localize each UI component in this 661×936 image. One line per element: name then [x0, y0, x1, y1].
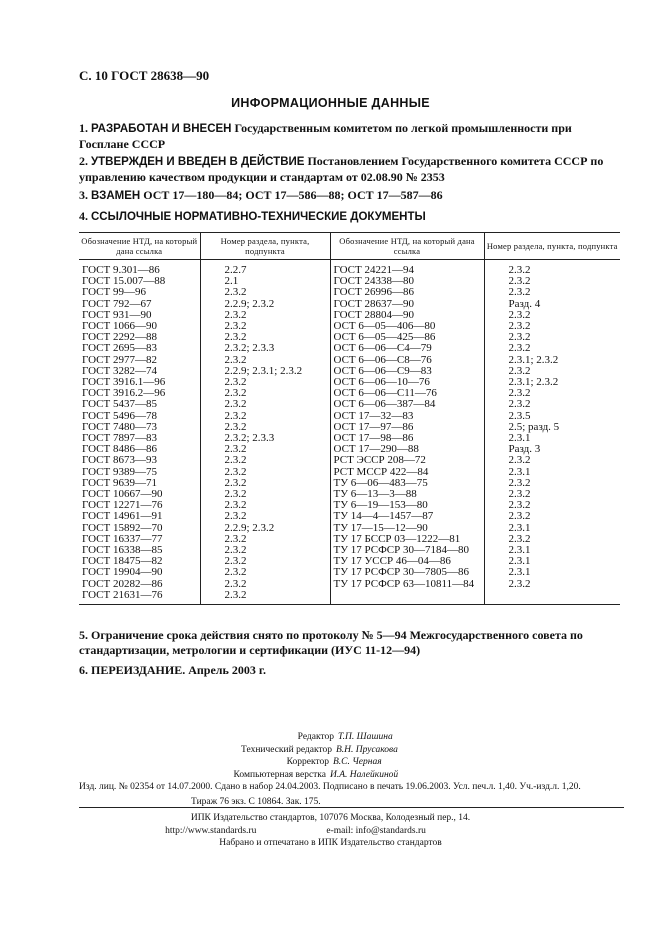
section-number-cell: 2.3.2 [200, 422, 330, 433]
section-number-cell: 2.3.2 [484, 500, 620, 511]
item-number: 4. [79, 209, 88, 223]
ntd-designation-cell: ГОСТ 9639—71 [82, 476, 157, 489]
ntd-designation-cell: ТУ 14—4—1457—87 [330, 511, 484, 522]
section-number-cell: 2.3.2 [200, 579, 330, 590]
page-header: С. 10 ГОСТ 28638—90 [79, 68, 210, 83]
publisher-address: ИПК Издательство стандартов, 107076 Москва, Колодезный пер., 14. [190, 813, 471, 823]
table-row [79, 260, 620, 277]
item-text: Ограничение срока действия снято по протоколу № 5—94 Межгосударственного совета по стандартизации, метрологии и сертификации (ИУС 11-12—94) [79, 628, 583, 657]
table-row [79, 567, 620, 578]
ntd-designation-cell: РСТ МССР 422—84 [330, 467, 484, 478]
credit-row [0, 731, 661, 744]
section-number-cell: 2.3.2; 2.3.3 [200, 343, 330, 354]
ntd-designation-cell: ГОСТ 28637—90 [330, 299, 484, 310]
ntd-designation-cell: ГОСТ 792—67 [82, 297, 152, 310]
ntd-designation-cell: ГОСТ 1066—90 [82, 320, 157, 333]
section-number-cell: 2.2.9; 2.3.2 [200, 299, 330, 310]
info-item-4 [79, 209, 619, 225]
ntd-designation-cell: ТУ 17 РСФСР 30—7184—80 [330, 545, 484, 556]
table-body [79, 260, 620, 605]
ntd-designation-cell: ГОСТ 2292—88 [82, 331, 157, 344]
ntd-designation-cell: ГОСТ 15.007—88 [82, 275, 166, 288]
ntd-designation-cell: ГОСТ 99—96 [82, 286, 146, 299]
section-number-cell: 2.3.1 [484, 567, 620, 578]
section-number-cell: 2.3.2 [200, 411, 330, 422]
section-number-cell: 2.3.2 [200, 511, 330, 522]
publisher-block [0, 812, 661, 850]
section-number-cell: 2.3.2 [200, 489, 330, 500]
section-number-cell: 2.2.7 [200, 260, 330, 277]
ntd-designation-cell: ГОСТ 931—90 [82, 308, 152, 321]
ntd-designation-cell: ГОСТ 5496—78 [82, 409, 157, 422]
ntd-designation-cell: ГОСТ 10667—90 [82, 488, 163, 501]
ntd-designation-cell: ОСТ 6—06—С9—83 [330, 366, 484, 377]
ntd-designation-cell: ГОСТ 28804—90 [330, 310, 484, 321]
ntd-designation-cell: ОСТ 6—06—10—76 [330, 377, 484, 388]
item-text: ПЕРЕИЗДАНИЕ. Апрель 2003 г. [91, 663, 266, 677]
imprint-line: Изд. лиц. № 02354 от 14.07.2000. Сдано в набор 24.04.2003. Подписано в печать 19.06.2003. Усл. печ.л. 1,40. Уч.-изд.л. 1,20. [79, 782, 581, 792]
section-number-cell: 2.3.2 [200, 534, 330, 545]
section-number-cell: 2.3.1; 2.3.2 [484, 355, 620, 366]
ntd-designation-cell: ОСТ 17—97—86 [330, 422, 484, 433]
item-text: Государственным комитетом по легкой промышленности при Госплане СССР [79, 121, 572, 151]
imprint-line: Тираж 76 экз. С 10864. Зак. 175. [191, 797, 321, 807]
item-text: Постановлением Государственного комитета СССР по управлению качеством продукции и стандартам от 02.08.90 № 2353 [79, 154, 604, 184]
ntd-designation-cell: ОСТ 6—06—С11—76 [330, 388, 484, 399]
ntd-designation-cell: ГОСТ 3916.2—96 [82, 387, 166, 400]
ntd-designation-cell: ГОСТ 12271—76 [82, 499, 163, 512]
section-number-cell: 2.3.2 [200, 388, 330, 399]
info-item-2 [79, 154, 619, 184]
section-number-cell: 2.3.1 [484, 467, 620, 478]
table-row [79, 455, 620, 466]
section-number-cell: 2.3.2 [484, 511, 620, 522]
section-number-cell: 2.3.2 [484, 332, 620, 343]
ntd-designation-cell: ТУ 17 РСФСР 30—7805—86 [330, 567, 484, 578]
column-header: Обозначение НТД, на который дана ссылка [330, 233, 484, 260]
info-item-3 [79, 188, 619, 204]
credit-name: В.Н. Прусакова [336, 744, 398, 755]
ntd-designation-cell: ГОСТ 20282—86 [82, 577, 163, 590]
ntd-designation-cell: ГОСТ 14961—91 [82, 510, 163, 523]
section-number-cell: 2.3.2 [484, 399, 620, 410]
credit-label: Технический редактор [241, 744, 332, 755]
references-table [79, 232, 620, 605]
ntd-designation-cell: ГОСТ 24221—94 [330, 260, 484, 277]
ntd-designation-cell: ОСТ 17—98—86 [330, 433, 484, 444]
section-number-cell: 2.3.2; 2.3.3 [200, 433, 330, 444]
item-heading: ВЗАМЕН [91, 190, 141, 202]
column-header: Обозначение НТД, на который дана ссылка [79, 233, 200, 260]
ntd-designation-cell: РСТ ЭССР 208—72 [330, 455, 484, 466]
ntd-designation-cell: ТУ 17 УССР 46—04—86 [330, 556, 484, 567]
ntd-designation-cell: ГОСТ 9389—75 [82, 465, 157, 478]
ntd-designation-cell: ТУ 17 РСФСР 63—10811—84 [330, 579, 484, 590]
section-number-cell: 2.3.1; 2.3.2 [484, 377, 620, 388]
ntd-designation-cell: ГОСТ 18475—82 [82, 555, 163, 568]
publisher-url[interactable]: http://www.standards.ru [165, 825, 257, 836]
table-row [79, 590, 620, 605]
credit-label: Компьютерная верстка [233, 769, 326, 780]
ntd-designation-cell: ГОСТ 9.301—86 [82, 264, 160, 276]
section-number-cell: 2.3.2 [484, 366, 620, 377]
credit-name: Т.П. Шашина [338, 732, 393, 742]
ntd-designation-cell: ГОСТ 2695—83 [82, 342, 157, 355]
ntd-designation-cell: ГОСТ 26996—86 [330, 287, 484, 298]
credit-label: Корректор [286, 757, 329, 767]
section-number-cell: 2.3.2 [484, 579, 620, 590]
ntd-designation-cell: ОСТ 6—06—С8—76 [330, 355, 484, 366]
publisher-printer: Набрано и отпечатано в ИПК Издательство стандартов [219, 838, 442, 848]
ntd-designation-cell [330, 590, 484, 605]
section-number-cell: 2.1 [200, 276, 330, 287]
section-number-cell: 2.2.9; 2.3.2 [200, 523, 330, 534]
section-number-cell: 2.3.2 [484, 287, 620, 298]
section-number-cell: 2.3.2 [200, 455, 330, 466]
section-number-cell: 2.3.2 [200, 444, 330, 455]
ntd-designation-cell: ТУ 17—15—12—90 [330, 523, 484, 534]
imprint-block [79, 780, 624, 810]
section-number-cell: 2.3.2 [484, 343, 620, 354]
section-number-cell: 2.3.2 [484, 388, 620, 399]
section-number-cell: 2.3.1 [484, 556, 620, 567]
ntd-designation-cell: ОСТ 6—05—406—80 [330, 321, 484, 332]
section-number-cell: 2.2.9; 2.3.1; 2.3.2 [200, 366, 330, 377]
item-heading: УТВЕРЖДЕН И ВВЕДЕН В ДЕЙСТВИЕ [91, 156, 305, 168]
item-text: ОСТ 17—180—84; ОСТ 17—586—88; ОСТ 17—587—86 [143, 188, 443, 202]
ntd-designation-cell: ГОСТ 8486—86 [82, 443, 157, 456]
ntd-designation-cell: ОСТ 17—290—88 [330, 444, 484, 455]
ntd-designation-cell: ГОСТ 24338—80 [330, 276, 484, 287]
item-number: 3. [79, 188, 88, 202]
ntd-designation-cell: ГОСТ 7897—83 [82, 432, 157, 445]
info-item-6 [79, 663, 619, 678]
item-number: 2. [79, 154, 88, 168]
table-row [79, 287, 620, 298]
column-header: Номер раздела, пункта, подпункта [200, 233, 330, 260]
section-number-cell: 2.3.2 [484, 534, 620, 545]
section-number-cell: 2.3.2 [200, 478, 330, 489]
item-number: 6. [79, 663, 88, 677]
ntd-designation-cell: ГОСТ 21631—76 [79, 590, 200, 605]
section-number-cell: 2.3.2 [200, 355, 330, 366]
section-title: ИНФОРМАЦИОННЫЕ ДАННЫЕ [231, 96, 430, 110]
table-row [79, 343, 620, 354]
ntd-designation-cell: ТУ 17 БССР 03—1222—81 [330, 534, 484, 545]
ntd-designation-cell: ГОСТ 16338—85 [82, 544, 163, 557]
column-header: Номер раздела, пункта, подпункта [484, 233, 620, 260]
section-number-cell: 2.3.2 [200, 590, 330, 605]
item-number: 1. [79, 121, 88, 135]
section-number-cell: 2.3.2 [484, 321, 620, 332]
item-number: 5. [79, 628, 88, 642]
item-heading: ССЫЛОЧНЫЕ НОРМАТИВНО-ТЕХНИЧЕСКИЕ ДОКУМЕНТЫ [91, 211, 426, 223]
credit-name: В.С. Черная [333, 757, 382, 767]
ntd-designation-cell: ГОСТ 3282—74 [82, 364, 157, 377]
section-number-cell: 2.3.2 [484, 489, 620, 500]
section-number-cell: 2.3.2 [200, 310, 330, 321]
table-row [79, 511, 620, 522]
item-heading: РАЗРАБОТАН И ВНЕСЕН [91, 123, 232, 135]
credit-name: И.А. Налейкиной [330, 769, 399, 780]
ntd-designation-cell: ТУ 6—13—3—88 [330, 489, 484, 500]
section-number-cell: 2.3.2 [200, 467, 330, 478]
table-row [79, 399, 620, 410]
section-number-cell: 2.3.2 [200, 545, 330, 556]
ntd-designation-cell: ОСТ 6—06—387—84 [330, 399, 484, 410]
credit-label: Редактор [297, 732, 334, 742]
section-number-cell: 2.5; разд. 5 [484, 422, 620, 433]
table-header-row [79, 233, 620, 260]
section-number-cell: 2.3.5 [484, 411, 620, 422]
ntd-designation-cell: ГОСТ 7480—73 [82, 420, 157, 433]
ntd-designation-cell: ОСТ 17—32—83 [330, 411, 484, 422]
section-number-cell: Разд. 3 [484, 444, 620, 455]
section-number-cell: 2.3.2 [484, 455, 620, 466]
section-number-cell: 2.3.2 [200, 500, 330, 511]
section-number-cell: 2.3.2 [484, 260, 620, 277]
section-number-cell: 2.3.2 [484, 478, 620, 489]
section-number-cell: 2.3.2 [484, 276, 620, 287]
section-number-cell: 2.3.1 [484, 523, 620, 534]
ntd-designation-cell: ГОСТ 8673—93 [82, 454, 157, 467]
ntd-designation-cell: ТУ 6—19—153—80 [330, 500, 484, 511]
section-number-cell: Разд. 4 [484, 299, 620, 310]
ntd-designation-cell: ОСТ 6—05—425—86 [330, 332, 484, 343]
section-number-cell [484, 590, 620, 605]
section-number-cell: 2.3.2 [200, 399, 330, 410]
section-number-cell: 2.3.1 [484, 433, 620, 444]
credits-block [0, 731, 661, 781]
section-number-cell: 2.3.2 [200, 567, 330, 578]
ntd-designation-cell: ТУ 6—06—483—75 [330, 478, 484, 489]
ntd-designation-cell: ГОСТ 15892—70 [82, 521, 163, 534]
ntd-designation-cell: ГОСТ 16337—77 [82, 532, 163, 545]
section-number-cell: 2.3.2 [484, 310, 620, 321]
section-number-cell: 2.3.2 [200, 321, 330, 332]
section-number-cell: 2.3.2 [200, 287, 330, 298]
publisher-email[interactable]: e-mail: info@standards.ru [326, 825, 426, 836]
publisher-contacts [0, 825, 661, 838]
ntd-designation-cell: ГОСТ 5437—85 [82, 398, 157, 411]
section-number-cell: 2.3.2 [200, 377, 330, 388]
ntd-designation-cell: ОСТ 6—06—С4—79 [330, 343, 484, 354]
section-number-cell: 2.3.1 [484, 545, 620, 556]
ntd-designation-cell: ГОСТ 3916.1—96 [82, 376, 166, 389]
ntd-designation-cell: ГОСТ 19904—90 [82, 566, 163, 579]
section-number-cell: 2.3.2 [200, 332, 330, 343]
info-item-5 [79, 628, 619, 657]
credit-row [0, 744, 661, 757]
info-item-1 [79, 121, 619, 151]
divider [79, 807, 624, 808]
ntd-designation-cell: ГОСТ 2977—82 [82, 353, 157, 366]
section-number-cell: 2.3.2 [200, 556, 330, 567]
credit-row [0, 756, 661, 769]
